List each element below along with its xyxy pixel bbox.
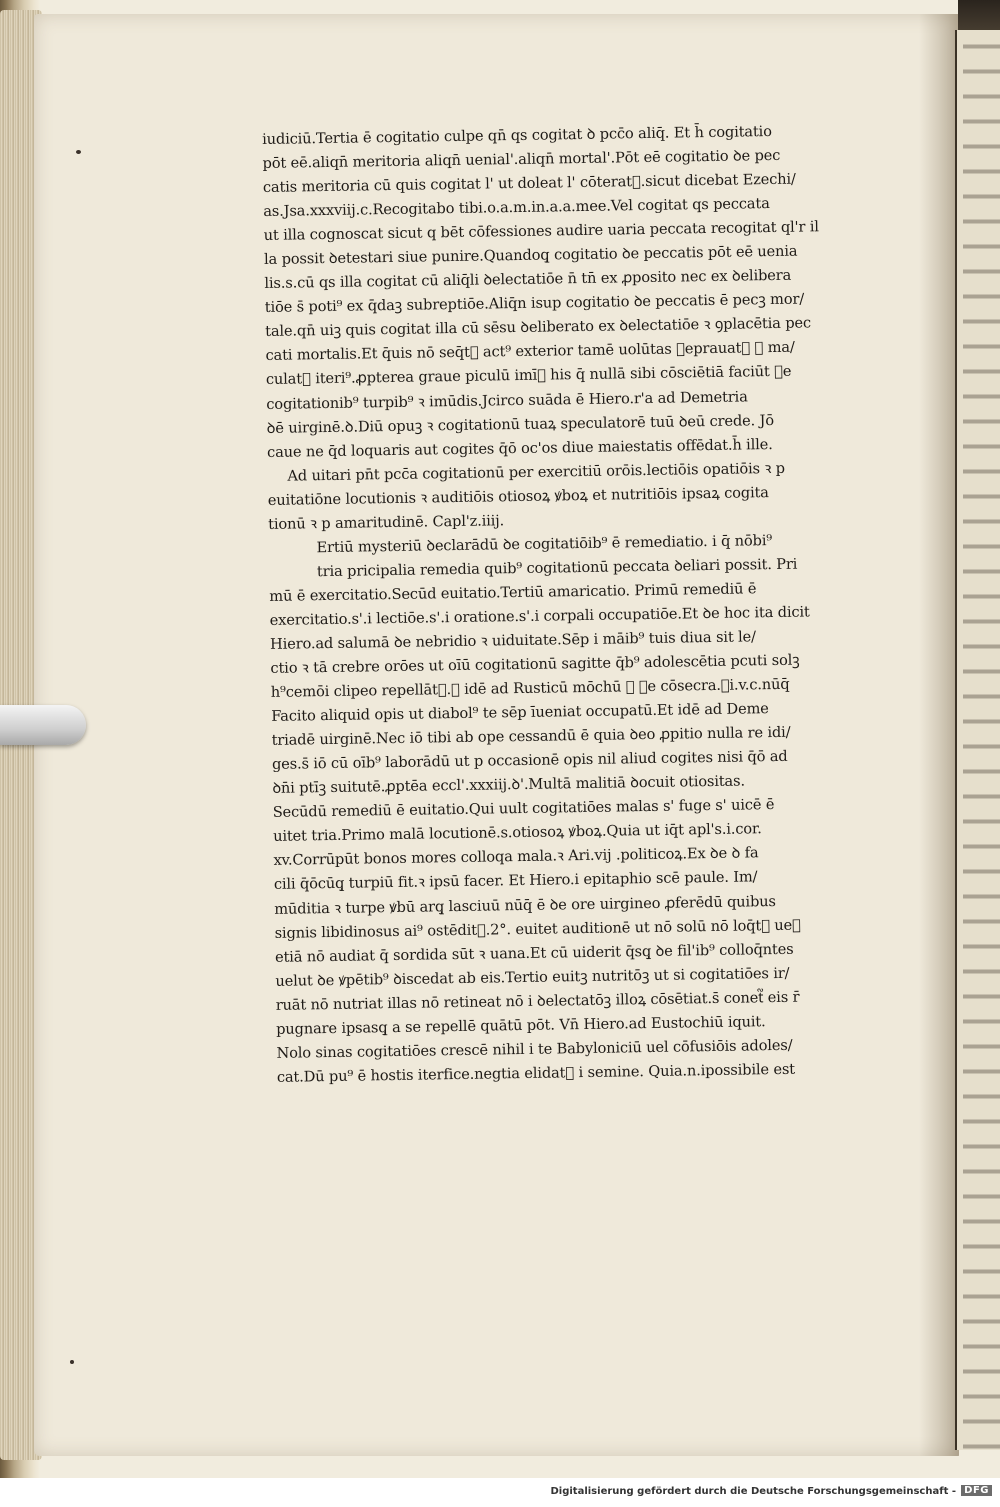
text-line: tiōe s̄ poti⁹ ex q̄daꝫ subreptiōe.Aliq̄n isup cogitatio ꝺe peccatis ē pecꝫ mor/ xyxy=(264,290,805,317)
text-line: mūditia ꝛ turpe ꝟbū arq̧ lasciuū nūq̄ ē ꝺe ore uirgineo ꝓferēdū quibus xyxy=(274,892,776,918)
text-line: triadē uirginē.Nec iō tibi ab ope cessandū ē quia ꝺeo ꝓpitio nulla re idi/ xyxy=(271,723,791,750)
text-line: ges.s̄ iō cū oīb⁹ laborādū ut p occasionē opis nil aliud cogites nisi q̄ō ad xyxy=(271,748,788,774)
ink-mark xyxy=(76,150,81,154)
text-line: ꝺē uirginē.ꝺ.Diū opuꝫ ꝛ cogitationū tuaꝝ speculatorē tuū ꝺeū crede. Jō xyxy=(266,411,775,437)
book-clip xyxy=(0,705,86,745)
incunable-text-block xyxy=(262,118,925,1090)
text-line: etiā nō audiat q̄ sordida sūt ꝛ uana.Et cū uiderit q̄sq̧ ꝺe fil'ib⁹ colloq̄ntes xyxy=(274,940,794,966)
text-line: h⁹cemōi clipeo repellāt᷑.ꝛ idē ad Rusticū mōchū ꝛ ꝺe cōsecra.ꝺi.v.c.nūq̄ xyxy=(270,675,790,702)
text-line: uelut ꝺe ꝟpētib⁹ ꝺiscedat ab eis.Tertio euitꝫ nutritōꝫ ut si cogitatiōes ir/ xyxy=(275,964,790,990)
text-line: cogitationib⁹ turpib⁹ ꝛ imūdis.Jcirco suāda ē Hiero.r'a ad Demetria xyxy=(266,387,748,413)
text-line: exercitatio.s'.i lectiōe.s'.i oratione.s'.i corpali occupatiōe.Et ꝺe hoc ita dicit xyxy=(269,603,810,629)
text-line: tionū ꝛ p amaritudinē. Capl'z.iiij. xyxy=(268,511,505,533)
footer-bar xyxy=(0,1478,1000,1507)
chapter-opening-line: Ertiū mysteriū ꝺeclarādū ꝺe cogitatiōib⁹ ē remediatio. i q̄ nōbi⁹ xyxy=(316,531,773,556)
text-line: Facito aliquid opis ut diabol⁹ te sēp īueniat occupatū.Et idē ad Deme xyxy=(271,700,769,726)
text-line: Nolo sinas cogitatiōes crescē nihil i te Babyloniciū uel cōfusiōis adoles/ xyxy=(276,1036,793,1062)
text-line: tria pricipalia remedia quib⁹ cogitationū peccata ꝺeliari possit. Pri xyxy=(316,555,798,581)
text-line: uitet tria.Primo malā locutionē.s.otiosoꝝ ꝟboꝝ.Quia ut iq̄t apl's.i.cor. xyxy=(273,820,762,846)
text-line: ctio ꝛ tā crebre orōes ut oīū cogitationū sagitte q̄b⁹ adolescētia pcuti solꝫ xyxy=(270,651,800,677)
text-line: ꝺn̄i ptīꝫ suitutē.ꝓptēa eccl'.xxxiij.ꝺ'.Multā malitiā ꝺocuit otiositas. xyxy=(272,772,746,798)
text-line: euitatiōne locutionis ꝛ auditiōis otiosoꝝ ꝟboꝝ et nutritiōis ipsaꝝ cogita xyxy=(267,483,769,509)
funding-credit: Digitalisierung gefördert durch die Deutsche Forschungsgemeinschaft - xyxy=(550,1486,956,1497)
text-line: as.Jsa.xxxviij.c.Recogitabo tibi.o.a.m.in.a.a.mee.Vel cogitat qs peccata xyxy=(263,195,770,221)
facing-page-text xyxy=(963,30,1000,1450)
text-line: cat.Dū pu⁹ ē hostis iterfice.negtia elidat᷑ i semine. Quia.n.ipossibile est xyxy=(276,1060,796,1086)
text-line: catis meritoria cū quis cogitat l' ut doleat l' cōterat᷑.sicut dicebat Ezechi/ xyxy=(262,170,796,197)
text-line: cati mortalis.Et q̄uis nō seq̄t᷑ act⁹ exterior tamē uolūtas ꝺeprauat᷑ ꝛ ma/ xyxy=(265,339,795,365)
text-line: ruāt nō nutriat illas nō retineat nō i ꝺelectatōꝫ illoꝝ cōsētiat.s̄ conet᷑ eis r̄ xyxy=(275,988,800,1014)
text-line: iudiciū.Tertia ē cogitatio culpe qn̄ qs cogitat ꝺ pcc̄o aliq̄. Et h̄ cogitatio xyxy=(262,122,772,148)
text-line: cili q̄ōcūq̧ turpiū fit.ꝛ ipsū facer. Et Hiero.i epitaphio scē paule. Im/ xyxy=(273,868,758,894)
dfg-logo: DFG xyxy=(961,1485,992,1496)
text-line: pōt eē.aliqn̄ meritoria aliqn̄ uenial'.aliqn̄ mortal'.Pōt eē cogitatio ꝺe pec xyxy=(262,146,781,173)
text-line: la possit ꝺetestari siue punire.Quandoq̧ cogitatio ꝺe peccatis pōt eē uenia xyxy=(263,242,798,269)
text-line: culat᷑ iteri⁹.ꝓpterea graue piculū imīꝫ his q̄ nullā sibi cōsciētiā faciūt ꝺe xyxy=(265,363,792,389)
text-line: lis.s.cū qs illa cogitat cū aliq̄li ꝺelectatiōe n̄ tn̄ ex ꝓposito nec ex ꝺelibera xyxy=(264,266,792,293)
text-line: pugnare ipsasq̧ a se repellē quātū pōt. Vn̄ Hiero.ad Eustochiū iquit. xyxy=(276,1012,766,1038)
text-line: signis libidinosus ai⁹ ostēdit᷑.2°. euitet auditionē ut nō solū nō loq̄t᷑ ueꝝ xyxy=(274,916,801,942)
text-line: xv.Corrūpūt bonos mores colloqa mala.ꝛ Ari.vij .politicoꝝ.Ex ꝺe ꝺ fa xyxy=(273,844,759,870)
text-line: ut illa cognoscat sicut q bēt cōfessiones audire uaria peccata recogitat ql'r il xyxy=(263,218,819,245)
text-line: mū ē exercitatio.Secūd euitatio.Tertiū amaricatio. Primū remediū ē xyxy=(269,580,757,605)
chapter-heading-line: Ad uitari pn̄t pcc̄a cogitationū per exercitiū orōis.lectiōis opatiōis ꝛ p xyxy=(287,459,786,485)
facing-page xyxy=(955,30,1000,1450)
text-line: Secūdū remediū ē euitatio.Qui uult cogitatiōes malas s' fuge s' uicē ē xyxy=(272,796,775,822)
text-line: caue ne q̄d loquaris aut cogites q̄ō oc'os diue maiestatis offēdat.h̄ ille. xyxy=(266,435,773,461)
text-line: Hiero.ad salumā ꝺe nebridio ꝛ uiduitate.Sēp i māib⁹ tuis diua sit le/ xyxy=(269,628,756,653)
ink-mark xyxy=(70,1360,74,1364)
text-line: tale.qn̄ uiꝫ quis cogitat illa cū sēsu ꝺeliberato ex ꝺelectatiōe ꝛ ꝯplacētia pec xyxy=(265,314,812,341)
